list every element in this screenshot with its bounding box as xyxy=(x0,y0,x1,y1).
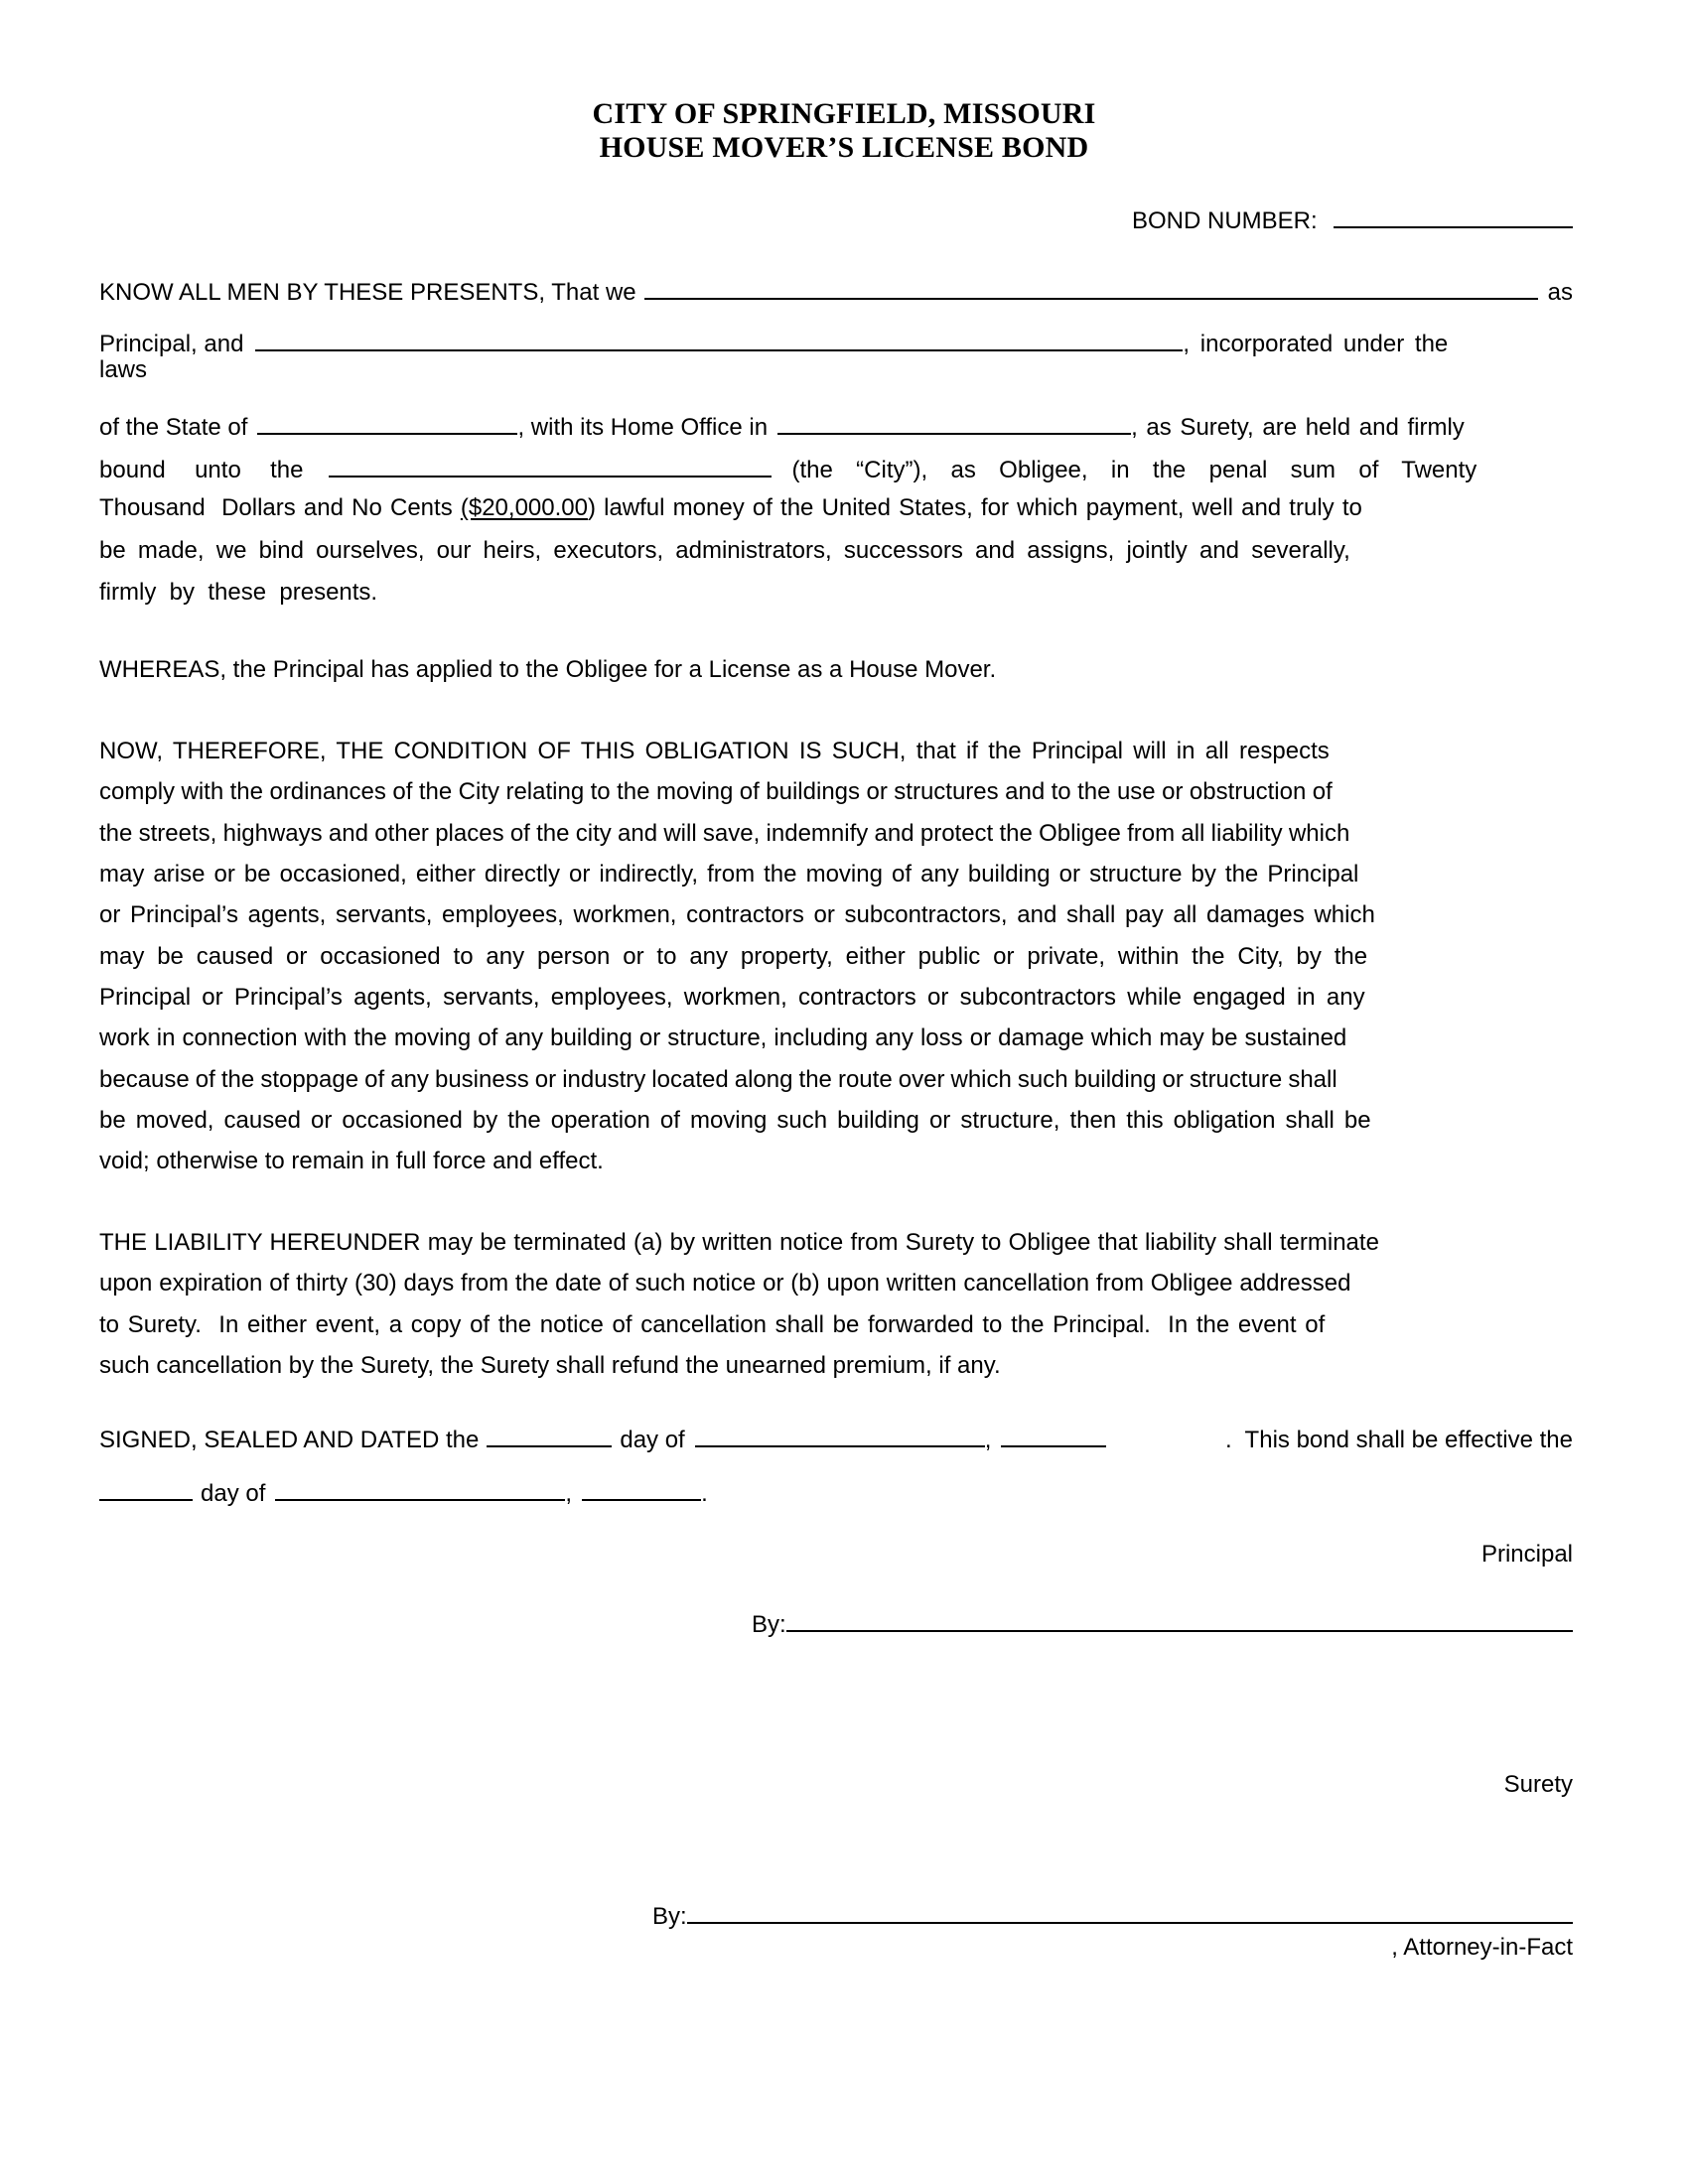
state-of-text: of the State of xyxy=(99,414,248,441)
preamble-line-5 xyxy=(99,452,1573,485)
surety-signature-field[interactable] xyxy=(687,1898,1573,1924)
signed-month-field[interactable] xyxy=(695,1422,985,1447)
condition-line: because of the stoppage of any business or industry located along the route over which such building or structure shall xyxy=(99,1066,1337,1093)
obligee-name-field[interactable] xyxy=(329,452,772,478)
surety-label: Surety xyxy=(1503,1771,1573,1798)
condition-line: may arise or be occasioned, either directly or indirectly, from the moving of any building or structure by the Principal xyxy=(99,861,1359,887)
document-title-city: CITY OF SPRINGFIELD, MISSOURI xyxy=(592,97,1096,130)
surety-name-field[interactable] xyxy=(255,326,1183,351)
effective-day-of-text: day of xyxy=(201,1480,266,1507)
the-city-text: (the “City”), as Obligee, in the penal sum of Twenty xyxy=(791,457,1477,483)
condition-line: or Principal’s agents, servants, employees, workmen, contractors or subcontractors, and shall pay all damages which xyxy=(99,901,1375,928)
signed-comma: , xyxy=(984,1427,992,1453)
liability-line: to Surety. In either event, a copy of the notice of cancellation shall be forwarded to the Principal. In the event of xyxy=(99,1311,1326,1338)
thousand-dollars-text: Thousand Dollars and No Cents xyxy=(99,494,453,521)
signed-year-field[interactable] xyxy=(1001,1422,1106,1447)
liability-line: upon expiration of thirty (30) days from the date of such notice or (b) upon written cancellation from Obligee addressed xyxy=(99,1270,1351,1297)
condition-line: be moved, caused or occasioned by the operation of moving such building or structure, then this obligation shall be xyxy=(99,1107,1371,1134)
signed-dated-line-1 xyxy=(99,1422,1573,1455)
effective-year-field[interactable] xyxy=(582,1475,701,1501)
signed-sealed-text: SIGNED, SEALED AND DATED the xyxy=(99,1427,480,1453)
preamble-laws: laws xyxy=(99,356,148,383)
surety-by-label: By: xyxy=(652,1903,687,1930)
know-all-men-text: KNOW ALL MEN BY THESE PRESENTS, That we xyxy=(99,279,636,306)
condition-line: work in connection with the moving of any building or structure, including any loss or damage which may be sustained xyxy=(99,1024,1347,1051)
as-surety-text: , as Surety, are held and firmly xyxy=(1131,414,1465,441)
surety-state-field[interactable] xyxy=(257,409,517,435)
bond-number-field[interactable] xyxy=(1334,203,1573,228)
home-office-field[interactable] xyxy=(777,409,1131,435)
condition-line: comply with the ordinances of the City relating to the moving of buildings or structures and to the use or obstruction of xyxy=(99,778,1333,805)
effective-period: . xyxy=(701,1480,708,1507)
preamble-line-2 xyxy=(99,326,1519,359)
liability-line: such cancellation by the Surety, the Surety shall refund the unearned premium, if any. xyxy=(99,1352,1001,1379)
home-office-text: , with its Home Office in xyxy=(517,414,769,441)
preamble-line-1 xyxy=(99,274,1573,308)
preamble-line-4 xyxy=(99,409,1573,443)
effective-day-field[interactable] xyxy=(99,1475,193,1501)
principal-signature-row xyxy=(752,1606,1573,1640)
bond-number-label: BOND NUMBER: xyxy=(1132,207,1318,234)
as-surety-text-wrap xyxy=(1131,413,1573,443)
signed-day-of-text: day of xyxy=(620,1427,685,1453)
condition-line: void; otherwise to remain in full force and effect. xyxy=(99,1148,604,1174)
effective-month-field[interactable] xyxy=(275,1475,565,1501)
principal-label: Principal xyxy=(1480,1541,1573,1568)
preamble-line-8: firmly by these presents. xyxy=(99,579,378,606)
condition-line: NOW, THEREFORE, THE CONDITION OF THIS OBLIGATION IS SUCH, that if the Principal will in all respects xyxy=(99,738,1330,764)
principal-and-text: Principal, and xyxy=(99,331,244,357)
document-title-bond: HOUSE MOVER’S LICENSE BOND xyxy=(599,131,1089,164)
condition-line: the streets, highways and other places of the city and will save, indemnify and protect the Obligee from all liability which xyxy=(99,820,1350,847)
penal-sum-amount: ($20,000.00 xyxy=(460,494,588,521)
bond-number-row xyxy=(1132,203,1573,236)
principal-name-field[interactable] xyxy=(644,274,1538,300)
bound-unto-text: bound unto the xyxy=(99,457,304,483)
effective-text: . This bond shall be effective the xyxy=(1224,1427,1573,1453)
lawful-money-text: ) lawful money of the United States, for which payment, well and truly to xyxy=(587,494,1362,521)
signed-day-field[interactable] xyxy=(487,1422,612,1447)
principal-by-label: By: xyxy=(752,1611,786,1638)
incorporated-text: , incorporated under the xyxy=(1183,331,1449,357)
preamble-line-7: be made, we bind ourselves, our heirs, executors, administrators, successors and assigns, jointly and severally, xyxy=(99,537,1350,564)
condition-line: may be caused or occasioned to any person or to any property, either public or private, within the City, by the xyxy=(99,943,1368,970)
signed-dated-line-2 xyxy=(99,1475,735,1509)
condition-line: Principal or Principal’s agents, servants, employees, workmen, contractors or subcontractors while engaged in any xyxy=(99,984,1365,1011)
effective-comma: , xyxy=(565,1480,573,1507)
attorney-in-fact-label: , Attorney-in-Fact xyxy=(1391,1934,1573,1961)
as-text: as xyxy=(1547,279,1573,306)
preamble-line-6 xyxy=(99,493,1573,523)
principal-signature-field[interactable] xyxy=(786,1606,1573,1632)
liability-line: THE LIABILITY HEREUNDER may be terminated (a) by written notice from Surety to Obligee that liability shall terminate xyxy=(99,1229,1379,1256)
whereas-clause: WHEREAS, the Principal has applied to the Obligee for a License as a House Mover. xyxy=(99,656,997,683)
surety-signature-row xyxy=(652,1898,1573,1932)
